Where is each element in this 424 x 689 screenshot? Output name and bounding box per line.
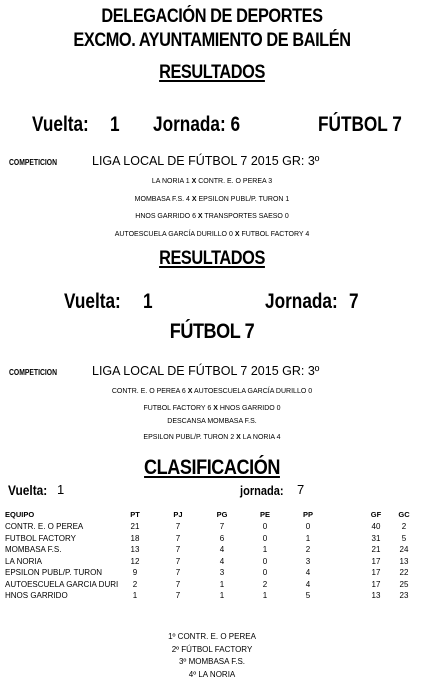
block1-competition-label: COMPETICION bbox=[9, 158, 57, 167]
column-header-pp: PP bbox=[302, 510, 313, 519]
ranking-item: 1º CONTR. E. O PEREA bbox=[168, 632, 256, 641]
standings-cell-gc: 5 bbox=[401, 533, 407, 543]
standings-cell-gc: 23 bbox=[399, 591, 409, 600]
standings-cell-pg: 4 bbox=[219, 545, 225, 554]
standings-cell-pt: 9 bbox=[132, 568, 138, 577]
block1-home-goals: 1 bbox=[185, 178, 190, 185]
standings-cell-pg: 1 bbox=[219, 579, 225, 589]
ranking-item: 3º MOMBASA F.S. bbox=[178, 657, 246, 666]
standings-cell-pp: 4 bbox=[305, 579, 311, 589]
block2-jornada-label: Jornada: bbox=[265, 290, 338, 313]
standings-cell-pe: 0 bbox=[262, 522, 268, 531]
column-header-pt: PT bbox=[130, 510, 140, 519]
standings-cell-pe: 0 bbox=[262, 556, 268, 566]
ranking-item: 2º FÚTBOL FACTORY bbox=[171, 644, 253, 654]
block2-away-goals: 4 bbox=[276, 434, 281, 441]
block1-away-team: EPSILON PUBL/P. TURON bbox=[198, 196, 284, 203]
block2-vuelta-label: Vuelta: bbox=[64, 290, 121, 313]
block2-separator: X bbox=[213, 405, 218, 412]
block2-league: LIGA LOCAL DE FÚTBOL 7 2015 GR: 3º bbox=[92, 364, 320, 378]
standings-cell-gf: 17 bbox=[371, 556, 381, 566]
block2-jornada-value: 7 bbox=[349, 290, 359, 313]
standings-cell-gc: 24 bbox=[399, 545, 409, 554]
results-title-2: RESULTADOS bbox=[159, 248, 265, 269]
block2-home-goals: 2 bbox=[230, 434, 235, 441]
standings-cell-pg: 3 bbox=[219, 568, 225, 577]
block1-away-goals: 0 bbox=[284, 213, 289, 220]
block2-away-goals: 0 bbox=[276, 405, 281, 412]
block1-home-team: AUTOESCUELA GARCÍA DURILLO bbox=[114, 231, 227, 238]
standings-cell-pp: 0 bbox=[305, 522, 311, 531]
block1-match-row bbox=[0, 213, 424, 220]
block1-away-team: FUTBOL FACTORY bbox=[241, 231, 304, 238]
column-header-pj: PJ bbox=[173, 510, 183, 519]
ranking-item: 4º LA NORIA bbox=[188, 669, 236, 679]
standings-cell-pe: 1 bbox=[262, 591, 268, 600]
block2-away-team: HNOS GARRIDO bbox=[219, 405, 275, 412]
block2-match-row bbox=[0, 418, 424, 425]
standings-cell-pp: 4 bbox=[305, 568, 311, 577]
standings-cell-pt: 1 bbox=[132, 591, 138, 600]
standings-cell-pe: 1 bbox=[262, 545, 268, 554]
standings-cell-pj: 7 bbox=[175, 568, 181, 577]
standings-team-name: LA NORIA bbox=[5, 556, 42, 566]
block1-league: LIGA LOCAL DE FÚTBOL 7 2015 GR: 3º bbox=[92, 154, 320, 168]
standings-jornada-value: 7 bbox=[297, 482, 305, 497]
standings-cell-pt: 12 bbox=[130, 556, 140, 566]
header-line-1: DELEGACIÓN DE DEPORTES bbox=[101, 6, 323, 27]
block2-home-team: CONTR. E. O PEREA bbox=[111, 388, 180, 395]
block1-away-team: CONTR. E. O PEREA bbox=[198, 178, 267, 185]
block1-home-team: MOMBASA F.S. bbox=[134, 196, 185, 203]
standings-cell-pt: 2 bbox=[132, 579, 138, 589]
block2-separator: X bbox=[187, 388, 193, 395]
block2-home-team: FUTBOL FACTORY bbox=[143, 405, 206, 412]
block1-home-team: HNOS GARRIDO bbox=[135, 213, 191, 220]
block2-home-goals: 6 bbox=[207, 405, 212, 412]
block1-home-goals: 0 bbox=[228, 231, 233, 238]
standings-team-name: AUTOESCUELA GARCIA DURI bbox=[5, 579, 119, 589]
standings-cell-pj: 7 bbox=[175, 545, 181, 554]
standings-cell-pp: 2 bbox=[305, 545, 311, 554]
results-title-1: RESULTADOS bbox=[159, 62, 265, 83]
block2-separator: X bbox=[236, 434, 241, 441]
standings-cell-gf: 13 bbox=[371, 591, 381, 600]
block2-match-row bbox=[0, 388, 424, 395]
standings-cell-gc: 13 bbox=[399, 556, 409, 566]
block1-vuelta-label: Vuelta: bbox=[32, 113, 89, 136]
block1-home-goals: 4 bbox=[186, 196, 190, 203]
standings-cell-pg: 6 bbox=[219, 533, 225, 543]
standings-cell-gf: 40 bbox=[371, 522, 381, 531]
block2-away-goals: 0 bbox=[308, 388, 313, 395]
standings-cell-gf: 17 bbox=[371, 568, 381, 577]
standings-cell-gc: 25 bbox=[399, 579, 409, 589]
standings-cell-gf: 31 bbox=[371, 533, 381, 543]
block1-match-row bbox=[0, 178, 424, 185]
standings-cell-pe: 0 bbox=[262, 568, 268, 577]
block2-home-team: EPSILON PUBL/P. TURON bbox=[143, 434, 229, 441]
block1-home-team: LA NORIA bbox=[151, 178, 184, 185]
block1-match-row bbox=[0, 231, 424, 238]
standings-cell-pe: 2 bbox=[262, 579, 268, 589]
standings-cell-pp: 5 bbox=[305, 591, 311, 600]
standings-cell-gf: 17 bbox=[371, 579, 381, 589]
column-header-gf: GF bbox=[370, 510, 382, 519]
header-line-2: EXCMO. AYUNTAMIENTO DE BAILÉN bbox=[73, 30, 351, 51]
standings-cell-pj: 7 bbox=[175, 579, 181, 589]
standings-cell-pt: 21 bbox=[130, 522, 140, 531]
standings-team-name: CONTR. E. O PEREA bbox=[5, 522, 84, 531]
standings-cell-pj: 7 bbox=[175, 533, 181, 543]
standings-jornada-label: jornada: bbox=[240, 483, 284, 498]
block1-vuelta-value: 1 bbox=[110, 113, 120, 136]
block2-away-team: AUTOESCUELA GARCÍA DURILLO bbox=[193, 388, 307, 395]
block1-separator: X bbox=[191, 178, 197, 185]
block1-away-goals: 3 bbox=[268, 178, 273, 185]
column-header-pe: PE bbox=[259, 510, 270, 519]
standings-cell-pt: 13 bbox=[130, 545, 140, 554]
standings-cell-gc: 2 bbox=[401, 522, 407, 531]
standings-cell-pj: 7 bbox=[175, 556, 181, 566]
column-header-gc: GC bbox=[398, 510, 410, 519]
column-header-equipo: EQUIPO bbox=[5, 510, 35, 519]
block2-match-row bbox=[0, 434, 424, 441]
block1-separator: X bbox=[191, 196, 197, 203]
block2-match-row bbox=[0, 405, 424, 412]
standings-cell-gc: 22 bbox=[399, 568, 409, 577]
block2-competition-label: COMPETICION bbox=[9, 368, 57, 377]
block1-jornada: Jornada: 6 bbox=[153, 113, 241, 136]
standings-cell-pe: 0 bbox=[262, 533, 268, 543]
block1-away-team: TRANSPORTES SAESO bbox=[204, 213, 283, 220]
standings-cell-pj: 7 bbox=[175, 522, 181, 531]
standings-vuelta-label: Vuelta: bbox=[8, 482, 48, 498]
standings-title: CLASIFICACIÓN bbox=[144, 456, 280, 479]
block2-home-team: DESCANSA MOMBASA F.S. bbox=[167, 418, 257, 425]
standings-cell-pp: 1 bbox=[305, 533, 311, 543]
standings-cell-pj: 7 bbox=[175, 591, 181, 600]
standings-cell-pg: 4 bbox=[219, 556, 225, 566]
block2-vuelta-value: 1 bbox=[143, 290, 153, 313]
standings-cell-pt: 18 bbox=[130, 533, 140, 543]
standings-team-name: FUTBOL FACTORY bbox=[5, 533, 76, 543]
standings-cell-pg: 1 bbox=[219, 591, 225, 600]
standings-cell-pg: 7 bbox=[219, 522, 225, 531]
standings-team-name: HNOS GARRIDO bbox=[5, 591, 68, 600]
column-header-pg: PG bbox=[216, 510, 228, 519]
block1-match-row bbox=[0, 196, 424, 203]
standings-cell-gf: 21 bbox=[371, 545, 381, 554]
block1-sport: FÚTBOL 7 bbox=[318, 113, 402, 136]
standings-team-name: MOMBASA F.S. bbox=[5, 545, 62, 554]
block2-sport: FÚTBOL 7 bbox=[169, 320, 255, 343]
block1-away-goals: 1 bbox=[285, 196, 290, 203]
block1-home-goals: 6 bbox=[192, 213, 196, 220]
standings-team-name: EPSILON PUBL/P. TURON bbox=[5, 568, 103, 577]
standings-vuelta-value: 1 bbox=[57, 482, 65, 497]
block1-separator: X bbox=[234, 231, 240, 238]
block1-separator: X bbox=[197, 213, 203, 220]
block2-home-goals: 6 bbox=[181, 388, 186, 395]
block1-away-goals: 4 bbox=[305, 231, 310, 238]
block2-away-team: LA NORIA bbox=[242, 434, 275, 441]
standings-cell-pp: 3 bbox=[305, 556, 311, 566]
